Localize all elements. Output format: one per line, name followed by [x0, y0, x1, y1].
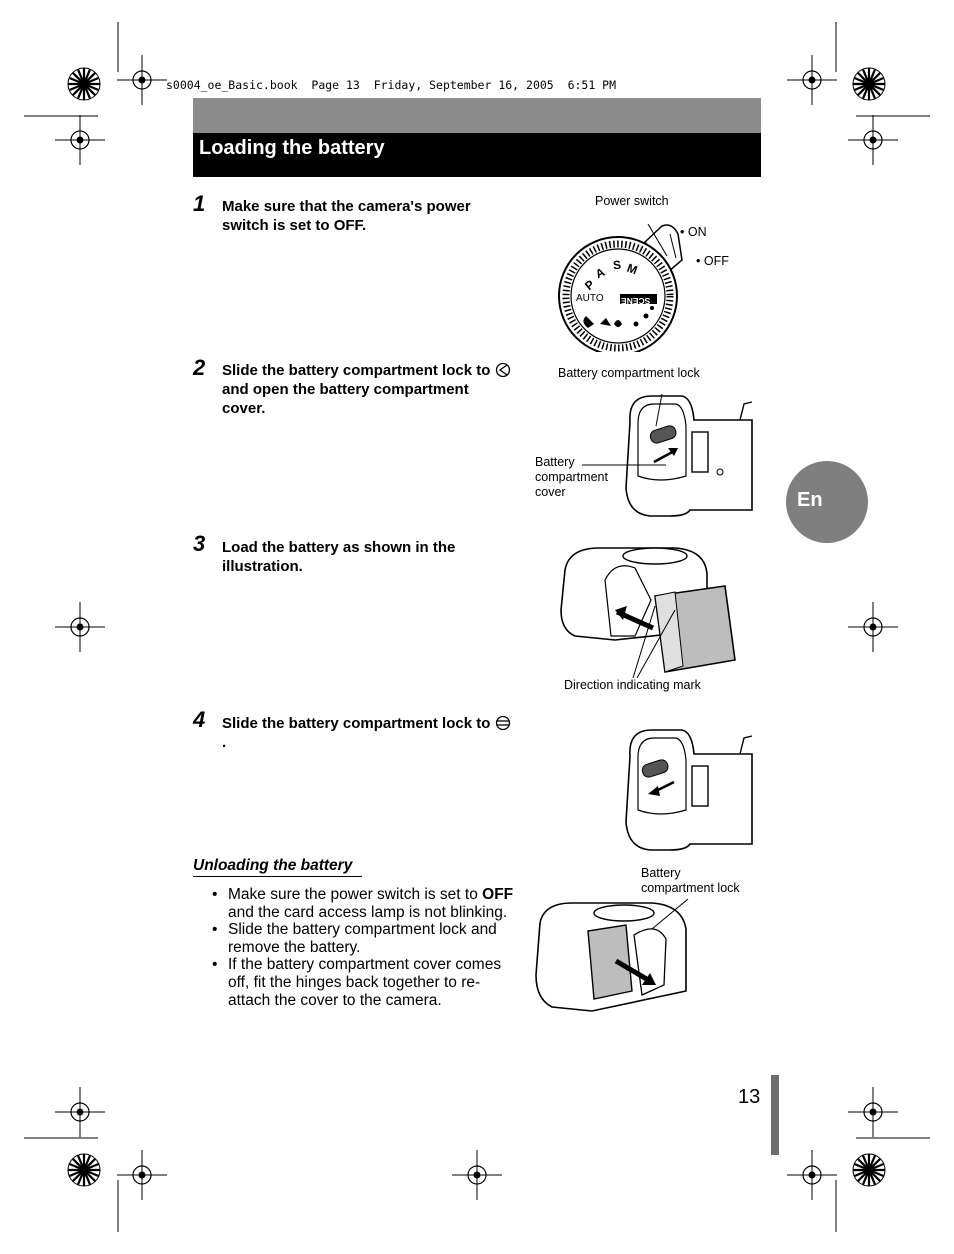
book-info: s0004_oe_Basic.book Page 13 Friday, September 16, 2005 6:51 PM — [166, 78, 617, 92]
off-label: • OFF — [696, 254, 729, 268]
battery-lock-2-line-2: compartment lock — [641, 881, 740, 895]
dial-letter-m: M — [625, 260, 640, 278]
unloading-item-1-after: and the card access lamp is not blinking. — [228, 903, 508, 921]
unloading-item-2 — [212, 921, 517, 956]
dial-scene-label: SCENE — [621, 296, 651, 306]
battery-insert-illustration — [555, 540, 745, 680]
page-edge-bar — [771, 1075, 779, 1155]
battery-lock-label: Battery compartment lock — [558, 366, 700, 380]
unlock-symbol-icon — [495, 362, 511, 378]
battery-cover-label — [535, 455, 608, 500]
step-4-number: 4 — [193, 707, 206, 732]
step-3-text: Load the battery as shown in the illustration. — [222, 539, 456, 575]
direction-mark-label: Direction indicating mark — [564, 678, 701, 692]
step-4-text — [222, 714, 512, 752]
step-2-text-after: and open the battery compartment cover. — [222, 381, 469, 417]
step-2-text — [222, 361, 512, 418]
header-strip — [193, 98, 761, 134]
battery-lock-2-line-1: Battery — [641, 866, 681, 880]
unloading-list — [212, 886, 517, 1009]
dial-letter-p: P — [582, 277, 598, 294]
step-3-number: 3 — [193, 531, 206, 556]
step-2-text-before: Slide the battery compartment lock to — [222, 362, 491, 379]
unloading-item-1-bold: OFF — [482, 886, 514, 903]
title-bar — [193, 133, 761, 177]
step-4-text-after: . — [222, 734, 227, 751]
battery-lock-label-2 — [641, 866, 740, 896]
dial-auto-label: AUTO — [576, 293, 604, 304]
step-2-number: 2 — [193, 355, 206, 380]
unloading-item-1-before: Make sure the power switch is set to — [228, 886, 483, 903]
dial-letter-s: S — [612, 257, 622, 273]
page-title: Loading the battery — [199, 137, 385, 159]
unloading-heading: Unloading the battery — [193, 857, 362, 877]
lock-symbol-icon — [495, 715, 511, 731]
unloading-item-1 — [212, 886, 517, 921]
battery-remove-illustration — [532, 895, 692, 1020]
unloading-item-2-text: Slide the battery compartment lock and remove the battery. — [228, 921, 497, 956]
battery-cover-line-2: compartment — [535, 470, 608, 484]
battery-lock-closed-illustration — [540, 726, 754, 856]
step-1-text: Make sure that the camera's power switch is set to OFF. — [222, 198, 471, 234]
language-tab-label: En — [797, 489, 823, 511]
on-label: • ON — [680, 225, 707, 239]
battery-cover-line-1: Battery — [535, 455, 575, 469]
on-text: ON — [687, 225, 707, 239]
page-number: 13 — [738, 1086, 761, 1108]
dial-letter-a: A — [593, 264, 608, 282]
power-switch-label: Power switch — [595, 194, 669, 208]
battery-cover-line-3: cover — [535, 485, 566, 499]
step-1-number: 1 — [193, 191, 206, 216]
off-text: OFF — [703, 254, 729, 268]
unloading-item-3 — [212, 956, 517, 1009]
language-tab — [786, 461, 868, 543]
unloading-item-3-text: If the battery compartment cover comes off, fit the hinges back together to re-attach the cover to the camera. — [228, 956, 502, 1009]
step-4-text-before: Slide the battery compartment lock to — [222, 715, 491, 732]
